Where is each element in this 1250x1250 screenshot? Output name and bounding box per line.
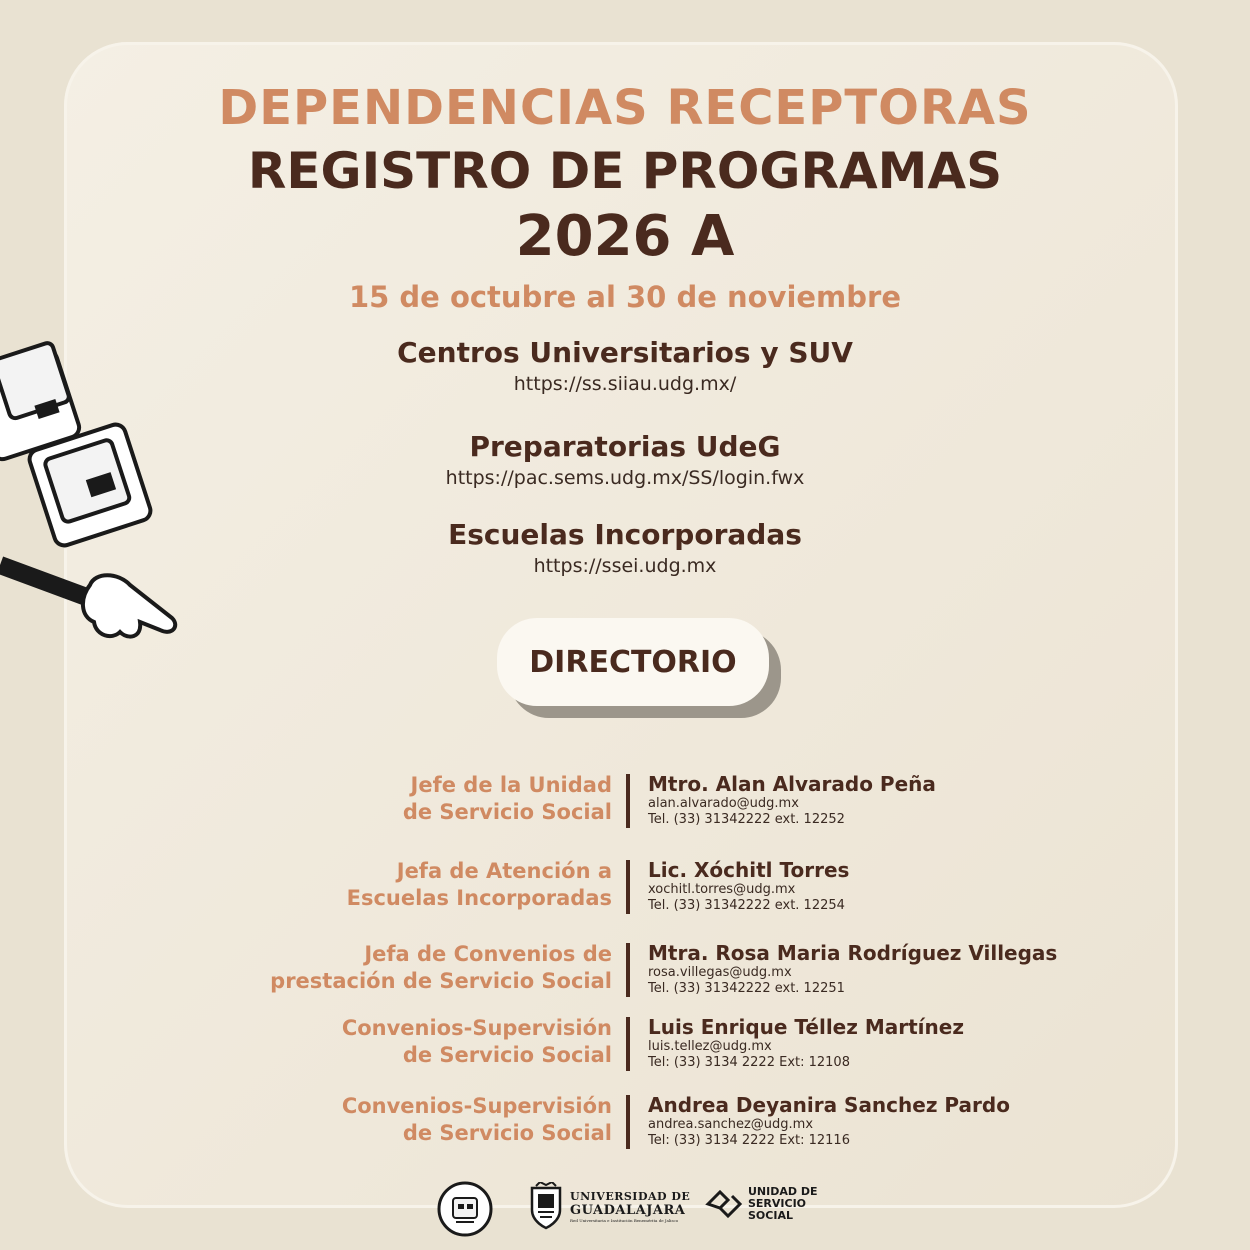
uss-line2: SERVICIO <box>748 1197 807 1210</box>
divider <box>626 1017 630 1071</box>
contact-phone: Tel: (33) 3134 2222 Ext: 12108 <box>648 1055 850 1070</box>
contact-email[interactable]: xochitl.torres@udg.mx <box>648 882 796 897</box>
divider <box>626 774 630 828</box>
divider <box>626 943 630 997</box>
divider <box>626 1095 630 1149</box>
udg-line1: UNIVERSIDAD DE <box>570 1190 691 1203</box>
uss-line1: UNIDAD DE <box>748 1185 818 1198</box>
directory-entry <box>0 1015 1250 1085</box>
role-line: Convenios-Supervisión <box>341 1094 612 1118</box>
mascot-badge-icon <box>436 1180 494 1238</box>
role-label <box>342 1093 612 1147</box>
section-escuelas <box>0 518 1250 577</box>
udg-shield-icon <box>528 1182 564 1230</box>
udg-wordmark <box>570 1190 690 1223</box>
directory-entry <box>0 1093 1250 1163</box>
uss-wordmark <box>748 1186 817 1222</box>
contact-phone: Tel. (33) 31342222 ext. 12251 <box>648 981 845 996</box>
contact-email[interactable]: luis.tellez@udg.mx <box>648 1039 772 1054</box>
contact-email[interactable]: rosa.villegas@udg.mx <box>648 965 792 980</box>
section-preparatorias <box>0 430 1250 489</box>
role-label <box>347 858 612 912</box>
divider <box>626 860 630 914</box>
contact-email[interactable]: andrea.sanchez@udg.mx <box>648 1117 814 1132</box>
section-link[interactable]: https://ss.siiau.udg.mx/ <box>513 373 737 395</box>
servicio-social-icon <box>704 1186 744 1222</box>
role-line: de Servicio Social <box>402 1121 612 1145</box>
contact-phone: Tel. (33) 31342222 ext. 12252 <box>648 812 845 827</box>
directory-entry <box>0 772 1250 842</box>
contact-info <box>648 772 936 828</box>
udg-subtitle: Red Universitaria e Institución Benemérita de Jalisco <box>570 1218 679 1223</box>
heading-year: 2026 A <box>515 204 735 269</box>
role-label <box>342 1015 612 1069</box>
directory-entry <box>0 858 1250 928</box>
role-line: de Servicio Social <box>402 800 612 824</box>
section-centros <box>0 336 1250 395</box>
contact-name: Lic. Xóchitl Torres <box>648 858 850 882</box>
section-title: Centros Universitarios y SUV <box>397 336 853 369</box>
footer-logos <box>0 1178 1250 1238</box>
contact-name: Mtra. Rosa Maria Rodríguez Villegas <box>648 941 1058 965</box>
contact-info <box>648 858 849 914</box>
contact-info <box>648 1015 964 1071</box>
heading-registro: REGISTRO DE PROGRAMAS <box>247 142 1003 200</box>
contact-name: Mtro. Alan Alvarado Peña <box>648 772 936 796</box>
heading-dependencias: DEPENDENCIAS RECEPTORAS <box>218 80 1032 136</box>
uss-line3: SOCIAL <box>748 1209 793 1222</box>
role-label <box>403 772 612 826</box>
contact-name: Andrea Deyanira Sanchez Pardo <box>648 1093 1010 1117</box>
role-line: Escuelas Incorporadas <box>346 886 612 910</box>
section-title: Escuelas Incorporadas <box>448 518 802 551</box>
role-line: Convenios-Supervisión <box>341 1016 612 1040</box>
role-line: Jefe de la Unidad <box>410 773 612 797</box>
contact-email[interactable]: alan.alvarado@udg.mx <box>648 796 799 811</box>
role-label <box>270 941 612 995</box>
section-link[interactable]: https://pac.sems.udg.mx/SS/login.fwx <box>445 467 805 489</box>
directory-button[interactable]: DIRECTORIO <box>497 618 769 706</box>
role-line: de Servicio Social <box>402 1043 612 1067</box>
contact-info <box>648 941 1057 997</box>
role-line: Jefa de Atención a <box>396 859 612 883</box>
directory-entry <box>0 941 1250 1011</box>
udg-line2: GUADALAJARA <box>570 1203 686 1218</box>
role-line: prestación de Servicio Social <box>270 969 612 993</box>
section-link[interactable]: https://ssei.udg.mx <box>533 555 717 577</box>
role-line: Jefa de Convenios de <box>364 942 612 966</box>
contact-info <box>648 1093 1010 1149</box>
contact-phone: Tel: (33) 3134 2222 Ext: 12116 <box>648 1133 850 1148</box>
contact-phone: Tel. (33) 31342222 ext. 12254 <box>648 898 845 913</box>
contact-name: Luis Enrique Téllez Martínez <box>648 1015 964 1039</box>
date-range: 15 de octubre al 30 de noviembre <box>348 280 902 314</box>
section-title: Preparatorias UdeG <box>469 430 781 463</box>
